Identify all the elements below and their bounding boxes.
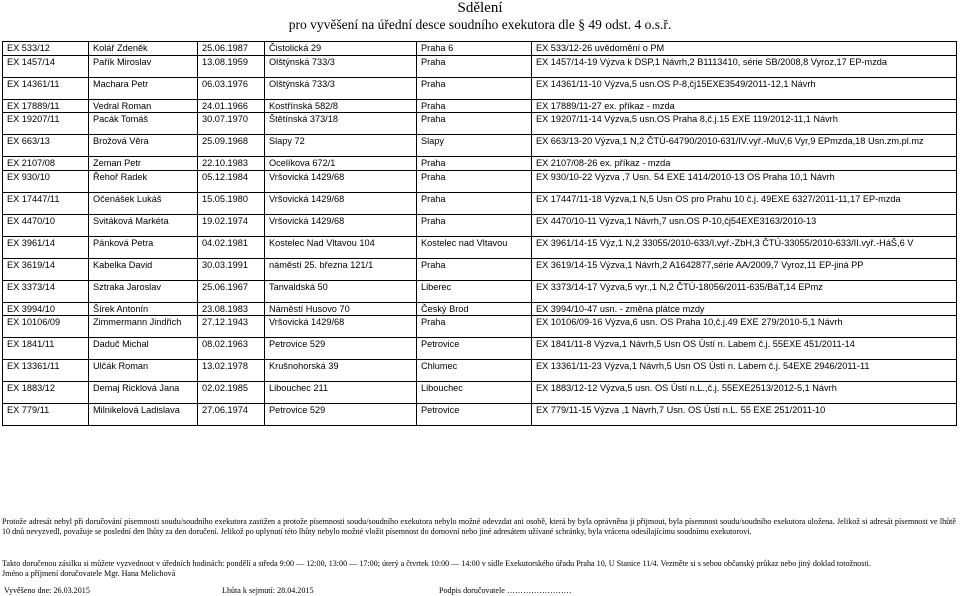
city-cell: Kostelec nad Vltavou: [417, 236, 532, 258]
city-cell: Petrovice: [417, 338, 532, 360]
document-description-cell: EX 1841/11-8 Výzva,1 Návrh,5 Usn OS Ústí n. Labem č.j. 55EXE 451/2011-14: [532, 338, 957, 360]
case-number-cell: EX 10106/09: [3, 316, 89, 338]
debtor-name-cell: Milnikelová Ladislava: [89, 404, 198, 426]
table-row: [3, 42, 957, 56]
table-row: [3, 338, 957, 360]
birth-date-cell: 23.08.1983: [198, 302, 265, 316]
street-cell: Vršovická 1429/68: [265, 214, 417, 236]
debtor-name-cell: Šírek Antonín: [89, 302, 198, 316]
street-cell: Libouchec 211: [265, 382, 417, 404]
document-description-cell: EX 2107/08-26 ex. příkaz - mzda: [532, 157, 957, 171]
street-cell: Kostelec Nad Vltavou 104: [265, 236, 417, 258]
document-description-cell: EX 17889/11-27 ex. příkaz - mzda: [532, 99, 957, 113]
debtor-name-cell: Demaj Ricklová Jana: [89, 382, 198, 404]
register-table: [2, 41, 957, 426]
debtor-name-cell: Brožová Věra: [89, 135, 198, 157]
city-cell: Praha: [417, 99, 532, 113]
city-cell: Praha: [417, 214, 532, 236]
table-row: [3, 258, 957, 280]
street-cell: Olštýnská 733/3: [265, 55, 417, 77]
city-cell: Praha: [417, 258, 532, 280]
debtor-name-cell: Pacák Tomáš: [89, 113, 198, 135]
city-cell: Praha: [417, 77, 532, 99]
document-description-cell: EX 10106/09-16 Výzva,6 usn. OS Praha 10,č.j.49 EXE 279/2010-5,1 Návrh: [532, 316, 957, 338]
table-row: [3, 170, 957, 192]
case-number-cell: EX 17447/11: [3, 192, 89, 214]
birth-date-cell: 19.02.1974: [198, 214, 265, 236]
birth-date-cell: 30.07.1970: [198, 113, 265, 135]
table-row: [3, 382, 957, 404]
birth-date-cell: 25.09.1968: [198, 135, 265, 157]
case-number-cell: EX 1883/12: [3, 382, 89, 404]
document-description-cell: EX 3619/14-15 Výzva,1 Návrh,2 A1642877,série AA/2009,7 Vyroz,11 EP-jiná PP: [532, 258, 957, 280]
table-row: [3, 55, 957, 77]
case-number-cell: EX 779/11: [3, 404, 89, 426]
debtor-name-cell: Pánková Petra: [89, 236, 198, 258]
table-row: [3, 214, 957, 236]
document-description-cell: EX 3961/14-15 Výz,1 N,2 33055/2010-633/I.vyř.-ZbH,3 ČTÚ-33055/2010-633/II.vyř.-HáŠ,6 V: [532, 236, 957, 258]
contact-text: Takto doručenou zásilku si můžete vyzvednout v úředních hodinách: pondělí a středa 9:00 — 12:00, 13:00 — 17:00; úterý a čtvrtek 10:00 — 14:00 v sídle Exekutorského úřadu Praha 10, U Stanice 11/4. Vezměte si s sebou občanský průkaz nebo jiný doklad totožnosti.: [2, 559, 871, 568]
birth-date-cell: 25.06.1967: [198, 280, 265, 302]
case-number-cell: EX 4470/10: [3, 214, 89, 236]
notice-paragraph: Protože adresát nebyl při doručování písemnosti soudu/soudního exekutora zastižen a protože písemnosti soudu/soudního exekutora nebylo možné odevzdat ani osobě, která by byla oprávněna ji přijmout, byla písemnost soudu/soudního exekutora uložena. Jelikož si adresát písemnost ve lhůtě 10 dnů nevyzvedl, považuje se poslední den lhůty za den doručení. Jelikož po uplynutí této lhůty nebylo možné vložit písemnost do domovní nebo jiné adresátem užívané schránky, byla vrácena odesílajícímu soudnímu exekutorovi.: [2, 517, 956, 537]
document-description-cell: EX 1883/12-12 Výzva,5 usn. OS Ústí n.L.,č.j. 55EXE2513/2012-5,1 Návrh: [532, 382, 957, 404]
document-description-cell: EX 533/12-26 uvědomění o PM: [532, 42, 957, 56]
city-cell: Praha: [417, 55, 532, 77]
case-number-cell: EX 3994/10: [3, 302, 89, 316]
document-description-cell: EX 663/13-20 Výzva,1 N,2 ČTÚ-64790/2010-631/IV.vyř.-MuV,6 Vyr,9 EPmzda,18 Usn.zm.pl.mz: [532, 135, 957, 157]
table-row: [3, 236, 957, 258]
debtor-name-cell: Pařík Miroslav: [89, 55, 198, 77]
case-number-cell: EX 1841/11: [3, 338, 89, 360]
birth-date-cell: 25.06.1987: [198, 42, 265, 56]
debtor-name-cell: Vedral Roman: [89, 99, 198, 113]
birth-date-cell: 24.01.1966: [198, 99, 265, 113]
document-description-cell: EX 3373/14-17 Výzva,5 vyr.,1 N,2 ČTÚ-18056/2011-635/BáT,14 EPmz: [532, 280, 957, 302]
birth-date-cell: 27.12.1943: [198, 316, 265, 338]
street-cell: Krušnohorská 39: [265, 360, 417, 382]
table-row: [3, 113, 957, 135]
document-description-cell: EX 1457/14-19 Výzva k DSP,1 Návrh,2 B1113410, série SB/2008,8 Vyroz,17 EP-mzda: [532, 55, 957, 77]
removal-deadline: Lhůta k sejmutí: 28.04.2015: [222, 586, 314, 595]
birth-date-cell: 15.05.1980: [198, 192, 265, 214]
case-number-cell: EX 3373/14: [3, 280, 89, 302]
debtor-name-cell: Daduč Michal: [89, 338, 198, 360]
debtor-name-cell: Ulčák Roman: [89, 360, 198, 382]
debtor-name-cell: Sztraka Jaroslav: [89, 280, 198, 302]
document-description-cell: EX 14361/11-10 Výzva,5 usn.OS P-8,čj15EXE3549/2011-12,1 Návrh: [532, 77, 957, 99]
birth-date-cell: 02.02.1985: [198, 382, 265, 404]
document-description-cell: EX 4470/10-11 Výzva,1 Návrh,7 usn.OS P-10,čj54EXE3163/2010-13: [532, 214, 957, 236]
birth-date-cell: 04.02.1981: [198, 236, 265, 258]
birth-date-cell: 13.08.1959: [198, 55, 265, 77]
street-cell: Slapy 72: [265, 135, 417, 157]
contact-block: [2, 559, 956, 580]
debtor-name-cell: Řehoř Radek: [89, 170, 198, 192]
street-cell: Náměstí Husovo 70: [265, 302, 417, 316]
debtor-name-cell: Zimmermann Jindřich: [89, 316, 198, 338]
page-title: Sdělení: [457, 0, 503, 16]
responsible-person: Jméno a příjmení doručovatele Mgr. Hana Melichová: [2, 569, 176, 579]
register-table-body: [3, 42, 957, 426]
street-cell: Tanvaldská 50: [265, 280, 417, 302]
table-row: [3, 135, 957, 157]
street-cell: Vršovická 1429/68: [265, 192, 417, 214]
document-description-cell: EX 13361/11-23 Výzva,1 Návrh,5 Usn OS Ústí n. Labem č.j. 54EXE 2946/2011-11: [532, 360, 957, 382]
birth-date-cell: 08.02.1963: [198, 338, 265, 360]
debtor-name-cell: Svitáková Markéta: [89, 214, 198, 236]
birth-date-cell: 05.12.1984: [198, 170, 265, 192]
debtor-name-cell: Kabelka David: [89, 258, 198, 280]
case-number-cell: EX 19207/11: [3, 113, 89, 135]
document-description-cell: EX 3994/10-47 usn. - změna plátce mzdy: [532, 302, 957, 316]
city-cell: Praha: [417, 316, 532, 338]
table-row: [3, 360, 957, 382]
city-cell: Praha 6: [417, 42, 532, 56]
case-number-cell: EX 1457/14: [3, 55, 89, 77]
case-number-cell: EX 663/13: [3, 135, 89, 157]
city-cell: Liberec: [417, 280, 532, 302]
document-description-cell: EX 19207/11-14 Výzva,5 usn.OS Praha 8,č.j.15 EXE 119/2012-11,1 Návrh: [532, 113, 957, 135]
table-row: [3, 316, 957, 338]
street-cell: náměstí 25. března 121/1: [265, 258, 417, 280]
table-row: [3, 77, 957, 99]
debtor-name-cell: Očenášek Lukáš: [89, 192, 198, 214]
signature-line: Podpis doručovatele ……………………: [439, 586, 572, 595]
city-cell: Praha: [417, 170, 532, 192]
table-row: [3, 302, 957, 316]
debtor-name-cell: Zeman Petr: [89, 157, 198, 171]
notice-text: [2, 517, 956, 538]
street-cell: Petrovice 529: [265, 338, 417, 360]
case-number-cell: EX 3961/14: [3, 236, 89, 258]
birth-date-cell: 27.06.1974: [198, 404, 265, 426]
case-number-cell: EX 3619/14: [3, 258, 89, 280]
case-number-cell: EX 17889/11: [3, 99, 89, 113]
document-description-cell: EX 930/10-22 Výzva ,7 Usn. 54 EXE 1414/2010-13 OS Praha 10,1 Návrh: [532, 170, 957, 192]
street-cell: Štětínská 373/18: [265, 113, 417, 135]
birth-date-cell: 30.03.1991: [198, 258, 265, 280]
city-cell: Český Brod: [417, 302, 532, 316]
street-cell: Čistolická 29: [265, 42, 417, 56]
city-cell: Chlumec: [417, 360, 532, 382]
city-cell: Praha: [417, 192, 532, 214]
street-cell: Kostřínská 582/8: [265, 99, 417, 113]
city-cell: Praha: [417, 113, 532, 135]
city-cell: Praha: [417, 157, 532, 171]
case-number-cell: EX 2107/08: [3, 157, 89, 171]
street-cell: Vršovická 1429/68: [265, 316, 417, 338]
case-number-cell: EX 930/10: [3, 170, 89, 192]
debtor-name-cell: Kolář Zdeněk: [89, 42, 198, 56]
table-row: [3, 192, 957, 214]
case-number-cell: EX 533/12: [3, 42, 89, 56]
case-number-cell: EX 13361/11: [3, 360, 89, 382]
table-row: [3, 280, 957, 302]
birth-date-cell: 06.03.1976: [198, 77, 265, 99]
table-row: [3, 99, 957, 113]
birth-date-cell: 22.10.1983: [198, 157, 265, 171]
street-cell: Vršovická 1429/68: [265, 170, 417, 192]
posted-date: Vyvěšeno dne: 26.03.2015: [4, 586, 90, 595]
document-description-cell: EX 17447/11-18 Výzva,1 N,5 Usn OS pro Prahu 10 č.j. 49EXE 6327/2011-11,17 EP-mzda: [532, 192, 957, 214]
page-subtitle: pro vyvěšení na úřední desce soudního exekutora dle § 49 odst. 4 o.s.ř.: [288, 17, 672, 32]
table-row: [3, 157, 957, 171]
city-cell: Libouchec: [417, 382, 532, 404]
city-cell: Petrovice: [417, 404, 532, 426]
document-description-cell: EX 779/11-15 Výzva ,1 Návrh,7 Usn. OS Ústí n.L. 55 EXE 251/2011-10: [532, 404, 957, 426]
street-cell: Ocelíkova 672/1: [265, 157, 417, 171]
table-row: [3, 404, 957, 426]
city-cell: Slapy: [417, 135, 532, 157]
case-number-cell: EX 14361/11: [3, 77, 89, 99]
debtor-name-cell: Machara Petr: [89, 77, 198, 99]
street-cell: Olštýnská 733/3: [265, 77, 417, 99]
street-cell: Petrovice 529: [265, 404, 417, 426]
birth-date-cell: 13.02.1978: [198, 360, 265, 382]
